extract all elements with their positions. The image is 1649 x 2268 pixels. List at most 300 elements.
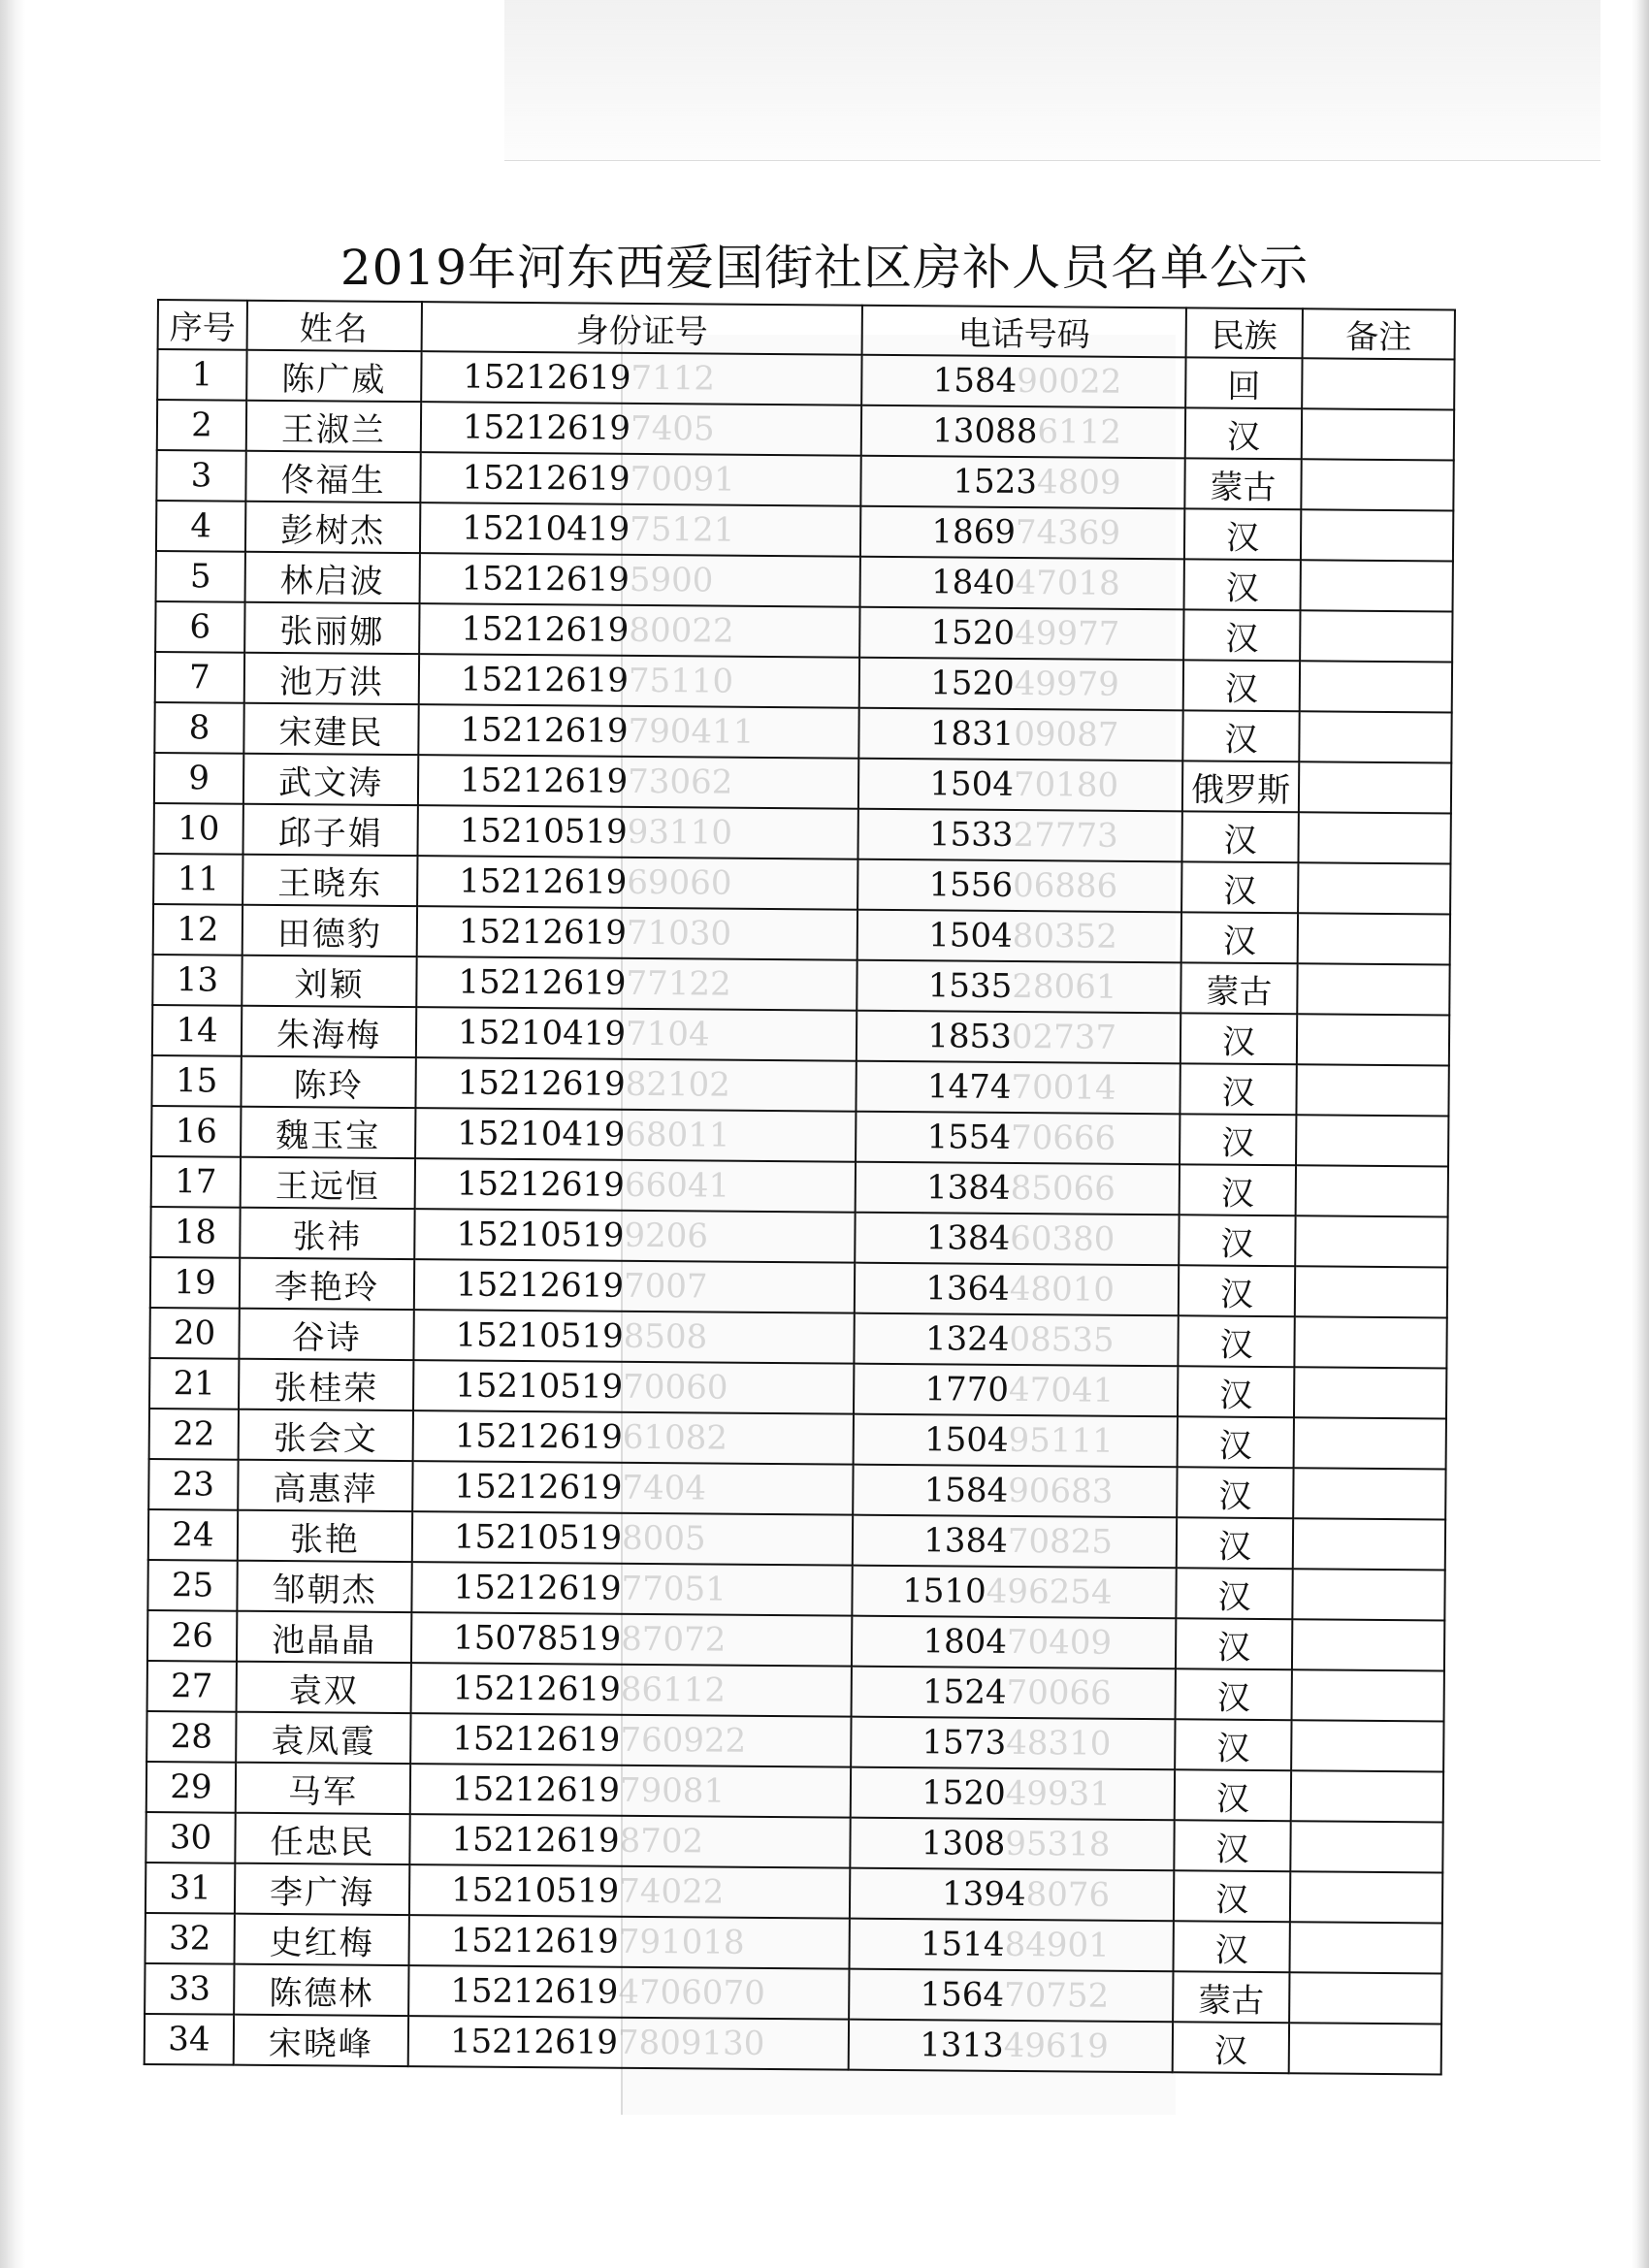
header-phone: 电话号码 — [862, 306, 1186, 358]
id-masked: 7104 — [625, 1014, 710, 1054]
id-masked: 69060 — [627, 862, 732, 903]
cell-phone — [850, 1919, 1174, 1972]
id-visible: 15212619 — [452, 1719, 621, 1760]
cell-phone — [851, 1717, 1175, 1770]
cell-name: 高惠萍 — [238, 1460, 412, 1511]
cell-name: 任忠民 — [235, 1813, 409, 1864]
cell-id-number — [409, 1814, 850, 1868]
cell-phone — [854, 1364, 1178, 1417]
phone-visible: 1384 — [923, 1521, 1008, 1561]
phone-visible: 1869 — [931, 512, 1017, 552]
cell-phone — [853, 1465, 1177, 1518]
cell-id-number — [413, 1410, 854, 1465]
cell-note — [1302, 408, 1454, 460]
phone-visible: 1313 — [920, 2025, 1004, 2065]
cell-phone — [850, 1868, 1174, 1922]
cell-id-number — [420, 553, 860, 607]
cell-no: 3 — [156, 450, 245, 502]
cell-note — [1295, 1266, 1447, 1317]
cell-no: 13 — [152, 955, 242, 1006]
cell-id-number — [419, 654, 859, 708]
id-masked: 7404 — [622, 1468, 707, 1508]
id-visible: 15212619 — [450, 1971, 619, 2012]
cell-no: 12 — [153, 904, 242, 956]
phone-masked: 84901 — [1004, 1925, 1110, 1965]
phone-masked: 02737 — [1011, 1017, 1117, 1057]
cell-no: 32 — [146, 1913, 235, 1964]
phone-masked: 49977 — [1014, 613, 1120, 654]
cell-id-number — [410, 1713, 851, 1767]
cell-ethnicity: 汉 — [1183, 660, 1300, 711]
phone-masked: 49931 — [1005, 1773, 1112, 1814]
cell-ethnicity: 汉 — [1174, 1820, 1290, 1871]
cell-name: 王晓东 — [242, 855, 417, 906]
cell-no: 24 — [148, 1509, 238, 1561]
cell-name: 史红梅 — [235, 1914, 409, 1965]
cell-name: 池万洪 — [244, 653, 419, 704]
phone-visible: 1510 — [902, 1571, 986, 1611]
cell-id-number — [420, 502, 860, 557]
id-masked: 73062 — [628, 761, 733, 802]
cell-ethnicity: 汉 — [1178, 1416, 1294, 1468]
cell-no: 7 — [155, 652, 244, 703]
tape-overlay-top — [504, 0, 1600, 161]
cell-phone — [849, 2020, 1173, 2073]
cell-id-number — [411, 1663, 852, 1717]
id-visible: 15212619 — [462, 407, 631, 448]
id-visible: 15212619 — [463, 357, 631, 398]
cell-ethnicity: 汉 — [1177, 1467, 1293, 1518]
cell-ethnicity: 汉 — [1174, 1870, 1290, 1922]
cell-name: 佟福生 — [245, 451, 420, 502]
phone-visible: 1514 — [920, 1925, 1005, 1964]
cell-name: 刘颖 — [242, 956, 416, 1007]
cell-phone — [855, 1263, 1179, 1316]
phone-visible: 1831 — [929, 714, 1015, 754]
id-visible: 15212619 — [458, 912, 628, 953]
cell-phone — [857, 1011, 1180, 1064]
phone-visible: 1520 — [930, 664, 1015, 703]
id-masked: 71030 — [626, 913, 732, 954]
phone-masked: 27773 — [1013, 815, 1118, 856]
cell-no: 20 — [149, 1308, 239, 1359]
cell-id-number — [418, 755, 858, 809]
phone-visible: 1384 — [925, 1168, 1011, 1208]
id-visible: 15212619 — [455, 1265, 625, 1306]
cell-ethnicity: 汉 — [1178, 1315, 1294, 1367]
phone-visible: 1474 — [926, 1067, 1012, 1107]
cell-name: 张丽娜 — [244, 602, 419, 654]
cell-ethnicity: 蒙古 — [1173, 1971, 1289, 2023]
phone-masked: 70409 — [1006, 1622, 1113, 1663]
cell-phone — [854, 1414, 1178, 1468]
phone-visible: 1504 — [929, 764, 1015, 804]
cell-ethnicity: 汉 — [1176, 1669, 1292, 1720]
cell-ethnicity: 汉 — [1180, 1063, 1296, 1115]
id-visible: 15210519 — [455, 1315, 624, 1356]
cell-no: 25 — [147, 1560, 237, 1611]
cell-no: 11 — [153, 854, 242, 905]
cell-note — [1296, 1115, 1448, 1166]
cell-name: 武文涛 — [243, 754, 418, 805]
cell-phone — [861, 405, 1185, 459]
id-visible: 15210519 — [455, 1366, 624, 1407]
cell-no: 18 — [150, 1207, 240, 1258]
phone-visible: 1564 — [920, 1975, 1005, 2015]
cell-note — [1294, 1417, 1446, 1469]
id-visible: 15212619 — [451, 1820, 620, 1861]
id-visible: 15212619 — [456, 1164, 626, 1205]
id-visible: 15212619 — [461, 609, 630, 650]
cell-ethnicity: 汉 — [1175, 1719, 1291, 1770]
phone-visible: 1504 — [928, 916, 1013, 956]
cell-phone — [860, 506, 1184, 560]
cell-ethnicity: 蒙古 — [1180, 962, 1297, 1014]
cell-note — [1302, 358, 1454, 409]
cell-id-number — [416, 1007, 857, 1061]
phone-masked: 90683 — [1008, 1471, 1114, 1511]
cell-ethnicity: 汉 — [1183, 609, 1300, 661]
id-masked: 82102 — [625, 1064, 731, 1105]
phone-masked: 95111 — [1008, 1420, 1114, 1461]
id-visible: 15212619 — [454, 1467, 623, 1507]
id-masked: 75110 — [628, 661, 734, 701]
cell-ethnicity: 汉 — [1184, 508, 1301, 560]
cell-phone — [860, 557, 1184, 610]
cell-no: 34 — [145, 2014, 234, 2065]
cell-id-number — [414, 1209, 855, 1263]
phone-masked: 85066 — [1010, 1168, 1116, 1209]
table-body — [145, 349, 1455, 2074]
id-masked: 7405 — [630, 408, 715, 449]
phone-visible: 1520 — [922, 1773, 1006, 1813]
cell-phone — [851, 1767, 1175, 1821]
cell-no: 14 — [152, 1005, 242, 1056]
cell-note — [1292, 1619, 1444, 1670]
phone-masked: 6112 — [1037, 412, 1122, 452]
cell-note — [1289, 2023, 1441, 2074]
cell-phone — [859, 607, 1183, 661]
cell-name: 张艳 — [238, 1510, 412, 1562]
cell-id-number — [408, 2016, 849, 2070]
cell-no: 16 — [151, 1106, 241, 1157]
cell-id-number — [411, 1562, 852, 1616]
cell-no: 4 — [156, 501, 245, 552]
cell-phone — [861, 355, 1185, 408]
cell-phone — [850, 1818, 1174, 1871]
cell-id-number — [418, 704, 858, 759]
phone-masked: 70066 — [1006, 1672, 1112, 1713]
phone-visible: 1556 — [928, 865, 1014, 905]
cell-ethnicity: 俄罗斯 — [1182, 761, 1299, 812]
cell-name: 朱海梅 — [242, 1006, 416, 1057]
cell-no: 10 — [154, 803, 243, 855]
cell-phone — [852, 1566, 1176, 1619]
cell-name: 邹朝杰 — [237, 1561, 411, 1612]
phone-visible: 1573 — [922, 1723, 1007, 1763]
cell-no: 5 — [156, 551, 245, 602]
cell-note — [1297, 1014, 1449, 1065]
phone-visible: 1554 — [926, 1118, 1012, 1157]
id-masked: 80022 — [629, 610, 734, 651]
cell-phone — [860, 456, 1184, 509]
cell-note — [1301, 459, 1453, 510]
cell-no: 31 — [146, 1863, 235, 1914]
id-visible: 15212619 — [449, 2022, 619, 2062]
cell-phone — [854, 1313, 1178, 1367]
id-visible: 15212619 — [462, 458, 630, 499]
id-visible: 15212619 — [460, 660, 630, 700]
id-masked: 7809130 — [617, 2023, 765, 2063]
phone-visible: 1364 — [925, 1269, 1010, 1309]
id-visible: 15212619 — [460, 710, 629, 751]
cell-no: 26 — [147, 1610, 237, 1662]
cell-name: 袁凤霞 — [236, 1712, 410, 1764]
phone-masked: 95318 — [1005, 1824, 1111, 1864]
cell-note — [1293, 1468, 1445, 1519]
header-note: 备注 — [1303, 308, 1455, 359]
cell-id-number — [408, 1965, 849, 2020]
cell-note — [1299, 761, 1451, 813]
cell-ethnicity: 蒙古 — [1184, 458, 1301, 509]
cell-id-number — [409, 1864, 850, 1919]
id-masked: 9206 — [624, 1215, 709, 1256]
cell-name: 邱子娟 — [243, 804, 418, 856]
cell-phone — [858, 708, 1182, 761]
cell-note — [1289, 1972, 1441, 2024]
phone-masked: 90022 — [1017, 361, 1122, 402]
cell-note — [1296, 1064, 1448, 1116]
cell-name: 陈广威 — [246, 350, 421, 402]
cell-phone — [856, 1162, 1180, 1215]
phone-masked: 74369 — [1015, 512, 1121, 553]
cell-note — [1298, 913, 1450, 964]
id-masked: 77122 — [626, 963, 731, 1004]
cell-name: 袁双 — [237, 1662, 411, 1713]
cell-ethnicity: 汉 — [1182, 710, 1299, 761]
phone-visible: 1853 — [927, 1017, 1013, 1056]
cell-note — [1299, 711, 1451, 762]
cell-id-number — [419, 603, 859, 658]
cell-phone — [849, 1969, 1173, 2023]
phone-masked: 47041 — [1008, 1370, 1115, 1410]
cell-note — [1290, 1821, 1442, 1872]
cell-ethnicity: 汉 — [1179, 1265, 1295, 1316]
paper-edge-right — [1632, 0, 1649, 2268]
phone-masked: 80352 — [1012, 916, 1118, 956]
cell-id-number — [409, 1915, 850, 1969]
cell-ethnicity: 汉 — [1185, 407, 1302, 459]
cell-no: 30 — [146, 1812, 235, 1863]
cell-no: 1 — [157, 349, 246, 401]
cell-name: 李艳玲 — [240, 1258, 414, 1310]
cell-name: 魏玉宝 — [241, 1107, 415, 1158]
paper-edge-left — [0, 0, 25, 2268]
id-masked: 791018 — [618, 1922, 745, 1962]
cell-id-number — [412, 1461, 853, 1515]
id-masked: 7007 — [623, 1266, 708, 1307]
cell-ethnicity: 汉 — [1180, 1114, 1296, 1165]
cell-note — [1298, 812, 1450, 863]
phone-masked: 48310 — [1006, 1723, 1112, 1764]
phone-masked: 70825 — [1007, 1521, 1114, 1562]
cell-note — [1289, 1922, 1441, 1973]
phone-masked: 47018 — [1015, 563, 1120, 603]
cell-name: 张祎 — [240, 1208, 414, 1259]
cell-id-number — [410, 1764, 851, 1818]
id-masked: 93110 — [627, 812, 733, 853]
id-visible: 15212619 — [452, 1669, 621, 1709]
phone-visible: 1840 — [930, 563, 1016, 602]
cell-phone — [857, 859, 1181, 913]
phone-visible: 1324 — [924, 1319, 1010, 1359]
cell-note — [1291, 1720, 1443, 1771]
phone-masked: 49619 — [1003, 2025, 1110, 2066]
cell-id-number — [415, 1057, 856, 1112]
roster-table — [144, 299, 1456, 2075]
cell-id-number — [414, 1259, 855, 1313]
cell-ethnicity: 汉 — [1173, 2022, 1289, 2073]
cell-id-number — [412, 1511, 853, 1566]
cell-phone — [852, 1616, 1176, 1669]
id-visible: 15212619 — [454, 1416, 624, 1457]
id-visible: 15210419 — [461, 508, 630, 549]
header-ethnicity: 民族 — [1186, 308, 1303, 358]
cell-no: 9 — [154, 753, 243, 804]
phone-visible: 1504 — [923, 1420, 1009, 1460]
phone-masked: 60380 — [1010, 1218, 1116, 1259]
cell-id-number — [413, 1360, 854, 1414]
cell-name: 王淑兰 — [246, 401, 421, 452]
cell-ethnicity: 汉 — [1173, 1921, 1289, 1972]
cell-ethnicity: 汉 — [1179, 1215, 1295, 1266]
phone-masked: 70666 — [1010, 1118, 1116, 1158]
cell-no: 21 — [149, 1358, 239, 1409]
cell-note — [1301, 509, 1453, 561]
cell-phone — [857, 960, 1180, 1014]
cell-name: 张桂荣 — [239, 1359, 413, 1410]
cell-note — [1300, 661, 1452, 712]
phone-masked: 48010 — [1009, 1269, 1116, 1310]
cell-name: 宋建民 — [243, 703, 418, 755]
phone-masked: 08535 — [1009, 1319, 1115, 1360]
id-visible: 15210519 — [459, 811, 628, 852]
cell-no: 6 — [155, 601, 244, 653]
cell-name: 陈德林 — [234, 1964, 408, 2016]
cell-phone — [857, 910, 1181, 963]
cell-phone — [856, 1112, 1180, 1165]
cell-ethnicity: 汉 — [1176, 1568, 1292, 1619]
cell-phone — [856, 1061, 1180, 1115]
cell-id-number — [415, 1158, 856, 1213]
cell-ethnicity: 汉 — [1180, 1164, 1296, 1215]
id-visible: 15212619 — [461, 559, 630, 599]
cell-id-number — [421, 351, 861, 405]
phone-visible: 1523 — [953, 462, 1038, 502]
id-masked: 70060 — [623, 1367, 728, 1408]
cell-name: 陈玲 — [241, 1056, 415, 1108]
phone-visible: 1770 — [924, 1370, 1010, 1409]
id-masked: 68011 — [625, 1115, 730, 1155]
cell-id-number — [421, 402, 861, 456]
id-masked: 70091 — [630, 459, 735, 500]
cell-note — [1297, 963, 1449, 1015]
cell-id-number — [416, 956, 857, 1011]
cell-ethnicity: 汉 — [1184, 559, 1301, 610]
cell-name: 宋晓峰 — [234, 2015, 408, 2066]
id-masked: 790411 — [628, 711, 755, 752]
cell-ethnicity: 汉 — [1181, 811, 1298, 862]
cell-note — [1298, 862, 1450, 914]
id-masked: 8508 — [623, 1316, 708, 1357]
cell-ethnicity: 汉 — [1181, 912, 1298, 963]
cell-no: 19 — [150, 1257, 240, 1309]
id-masked: 8702 — [619, 1821, 704, 1862]
cell-no: 15 — [151, 1055, 241, 1107]
id-visible: 15212619 — [458, 962, 627, 1003]
id-masked: 5900 — [629, 560, 714, 600]
header-name: 姓名 — [247, 301, 422, 351]
id-masked: 4706070 — [618, 1972, 765, 2013]
cell-note — [1290, 1871, 1442, 1923]
cell-no: 33 — [145, 1963, 234, 2015]
phone-visible: 1584 — [932, 361, 1018, 401]
id-visible: 15078519 — [453, 1618, 622, 1659]
id-masked: 61082 — [622, 1417, 728, 1458]
cell-no: 23 — [148, 1459, 238, 1510]
phone-visible: 1394 — [941, 1874, 1026, 1915]
cell-id-number — [420, 452, 860, 506]
phone-visible: 1804 — [922, 1622, 1008, 1662]
id-masked: 760922 — [620, 1720, 747, 1761]
cell-phone — [857, 809, 1181, 862]
cell-id-number — [413, 1310, 854, 1364]
cell-note — [1295, 1215, 1447, 1267]
id-masked: 86112 — [620, 1669, 727, 1710]
cell-note — [1294, 1316, 1446, 1368]
cell-ethnicity: 汉 — [1178, 1366, 1294, 1417]
cell-name: 林启波 — [245, 552, 420, 603]
id-visible: 15210419 — [457, 1114, 626, 1154]
phone-masked: 8076 — [1025, 1875, 1111, 1915]
cell-note — [1294, 1367, 1446, 1418]
cell-id-number — [417, 856, 857, 910]
phone-masked: 28061 — [1012, 966, 1117, 1007]
cell-note — [1296, 1165, 1448, 1216]
cell-no: 27 — [147, 1661, 237, 1712]
cell-no: 22 — [149, 1409, 239, 1460]
id-visible: 15210519 — [450, 1870, 620, 1911]
phone-masked: 496254 — [986, 1571, 1113, 1612]
id-masked: 79081 — [619, 1770, 726, 1811]
phone-masked: 70180 — [1013, 764, 1119, 805]
cell-ethnicity: 汉 — [1180, 1013, 1297, 1064]
cell-phone — [859, 658, 1183, 711]
cell-ethnicity: 汉 — [1176, 1618, 1292, 1669]
cell-ethnicity: 汉 — [1181, 861, 1298, 913]
id-masked: 87072 — [621, 1619, 727, 1660]
cell-phone — [855, 1213, 1179, 1266]
cell-name: 谷诗 — [239, 1309, 413, 1360]
cell-name: 马军 — [236, 1763, 410, 1814]
cell-ethnicity: 汉 — [1175, 1769, 1291, 1821]
id-visible: 15212619 — [450, 1921, 619, 1961]
table-row — [145, 2014, 1441, 2074]
phone-visible: 1584 — [923, 1471, 1009, 1510]
cell-phone — [852, 1667, 1176, 1720]
cell-no: 2 — [157, 400, 246, 451]
cell-phone — [858, 759, 1182, 812]
